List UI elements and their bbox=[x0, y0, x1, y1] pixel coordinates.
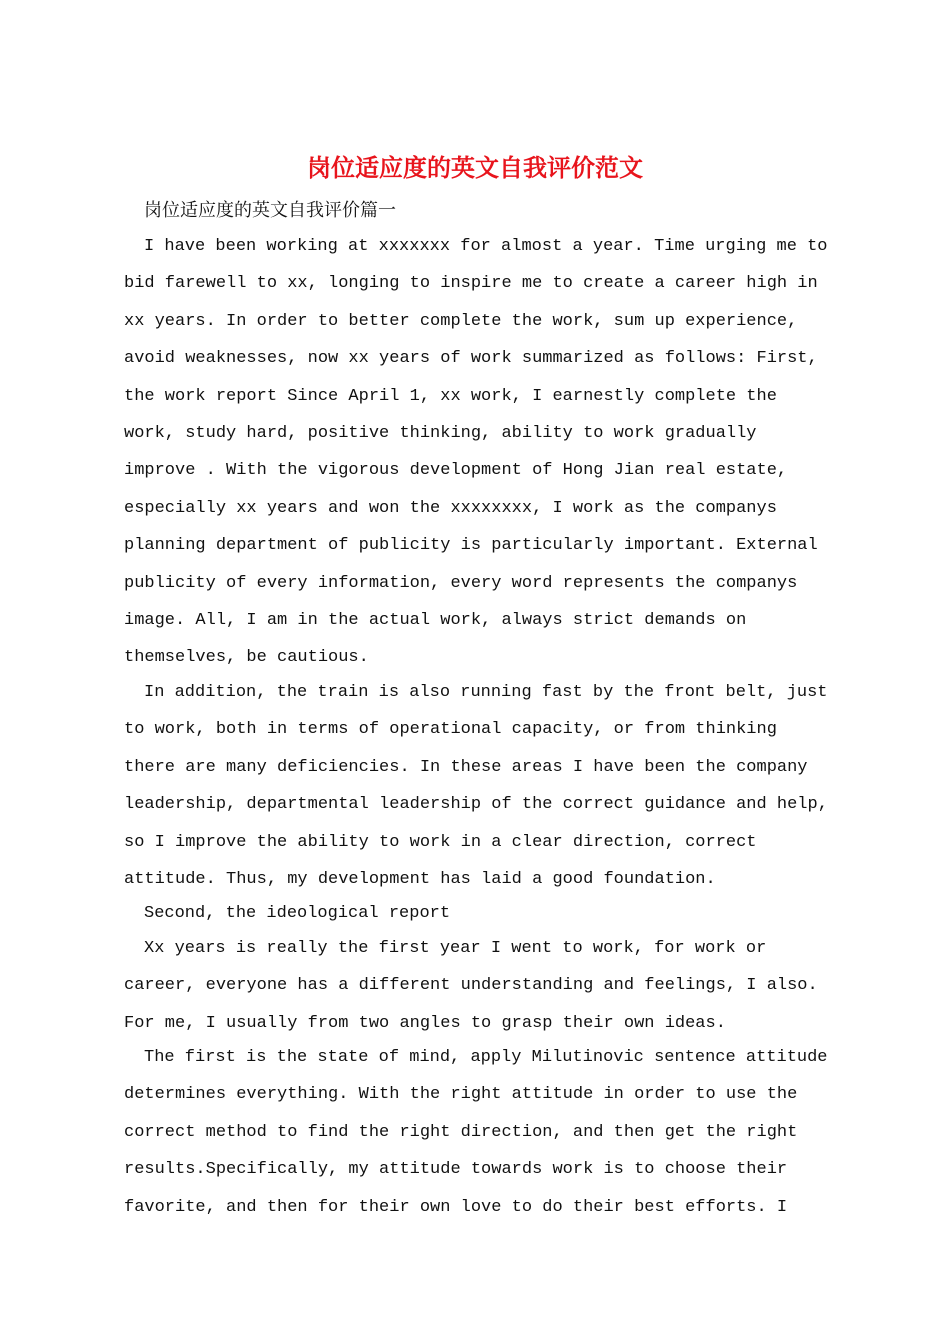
text-line: leadership, departmental leadership of the correct guidance and help, bbox=[124, 795, 828, 815]
document-title: 岗位适应度的英文自我评价范文 bbox=[307, 153, 643, 182]
text-line: themselves, be cautious. bbox=[124, 648, 369, 668]
paragraph-2 bbox=[124, 674, 828, 898]
text-line: correct method to find the right direction, and then get the right bbox=[124, 1122, 798, 1142]
text-line: bid farewell to xx, longing to inspire me to create a career high in bbox=[124, 274, 818, 294]
text-line: publicity of every information, every word represents the companys bbox=[124, 573, 798, 593]
text-line: avoid weaknesses, now xx years of work summarized as follows: First, bbox=[124, 349, 818, 369]
document-body bbox=[124, 228, 828, 1223]
paragraph-4 bbox=[124, 930, 818, 1042]
paragraph-3 bbox=[144, 895, 808, 932]
text-line: results.Specifically, my attitude towards work is to choose their bbox=[124, 1160, 788, 1180]
text-line: I have been working at xxxxxxx for almost a year. Time urging me to bbox=[144, 237, 828, 256]
text-line: image. All, I am in the actual work, always strict demands on bbox=[124, 611, 747, 631]
text-line: favorite, and then for their own love to do their best efforts. I bbox=[124, 1197, 788, 1217]
text-line: xx years. In order to better complete the work, sum up experience, bbox=[124, 311, 798, 331]
text-line: improve . With the vigorous development of Hong Jian real estate, bbox=[124, 461, 788, 481]
section-heading: 岗位适应度的英文自我评价篇一 bbox=[144, 200, 396, 221]
text-line: In addition, the train is also running fast by the front belt, just bbox=[144, 682, 828, 702]
text-line: Xx years is really the first year I went to work, for work or bbox=[144, 938, 767, 958]
text-line: planning department of publicity is particularly important. External bbox=[124, 536, 818, 556]
text-line: to work, both in terms of operational capacity, or from thinking bbox=[124, 720, 777, 740]
text-line: the work report Since April 1, xx work, I earnestly complete the bbox=[124, 386, 777, 406]
text-line: career, everyone has a different understanding and feelings, I also. bbox=[124, 976, 818, 996]
paragraph-5 bbox=[124, 1039, 828, 1226]
text-line: so I improve the ability to work in a clear direction, correct bbox=[124, 832, 757, 852]
text-line: The first is the state of mind, apply Milutinovic sentence attitude bbox=[144, 1047, 828, 1067]
paragraph-1 bbox=[124, 228, 828, 677]
text-line: work, study hard, positive thinking, ability to work gradually bbox=[124, 424, 757, 444]
section-label: Second, the ideological report bbox=[144, 904, 451, 924]
text-line: there are many deficiencies. In these areas I have been the company bbox=[124, 757, 808, 777]
text-line: For me, I usually from two angles to grasp their own ideas. bbox=[124, 1013, 726, 1033]
text-line: determines everything. With the right attitude in order to use the bbox=[124, 1085, 798, 1105]
text-line: especially xx years and won the xxxxxxxx, I work as the companys bbox=[124, 498, 777, 518]
text-line: attitude. Thus, my development has laid a good foundation. bbox=[124, 869, 716, 889]
